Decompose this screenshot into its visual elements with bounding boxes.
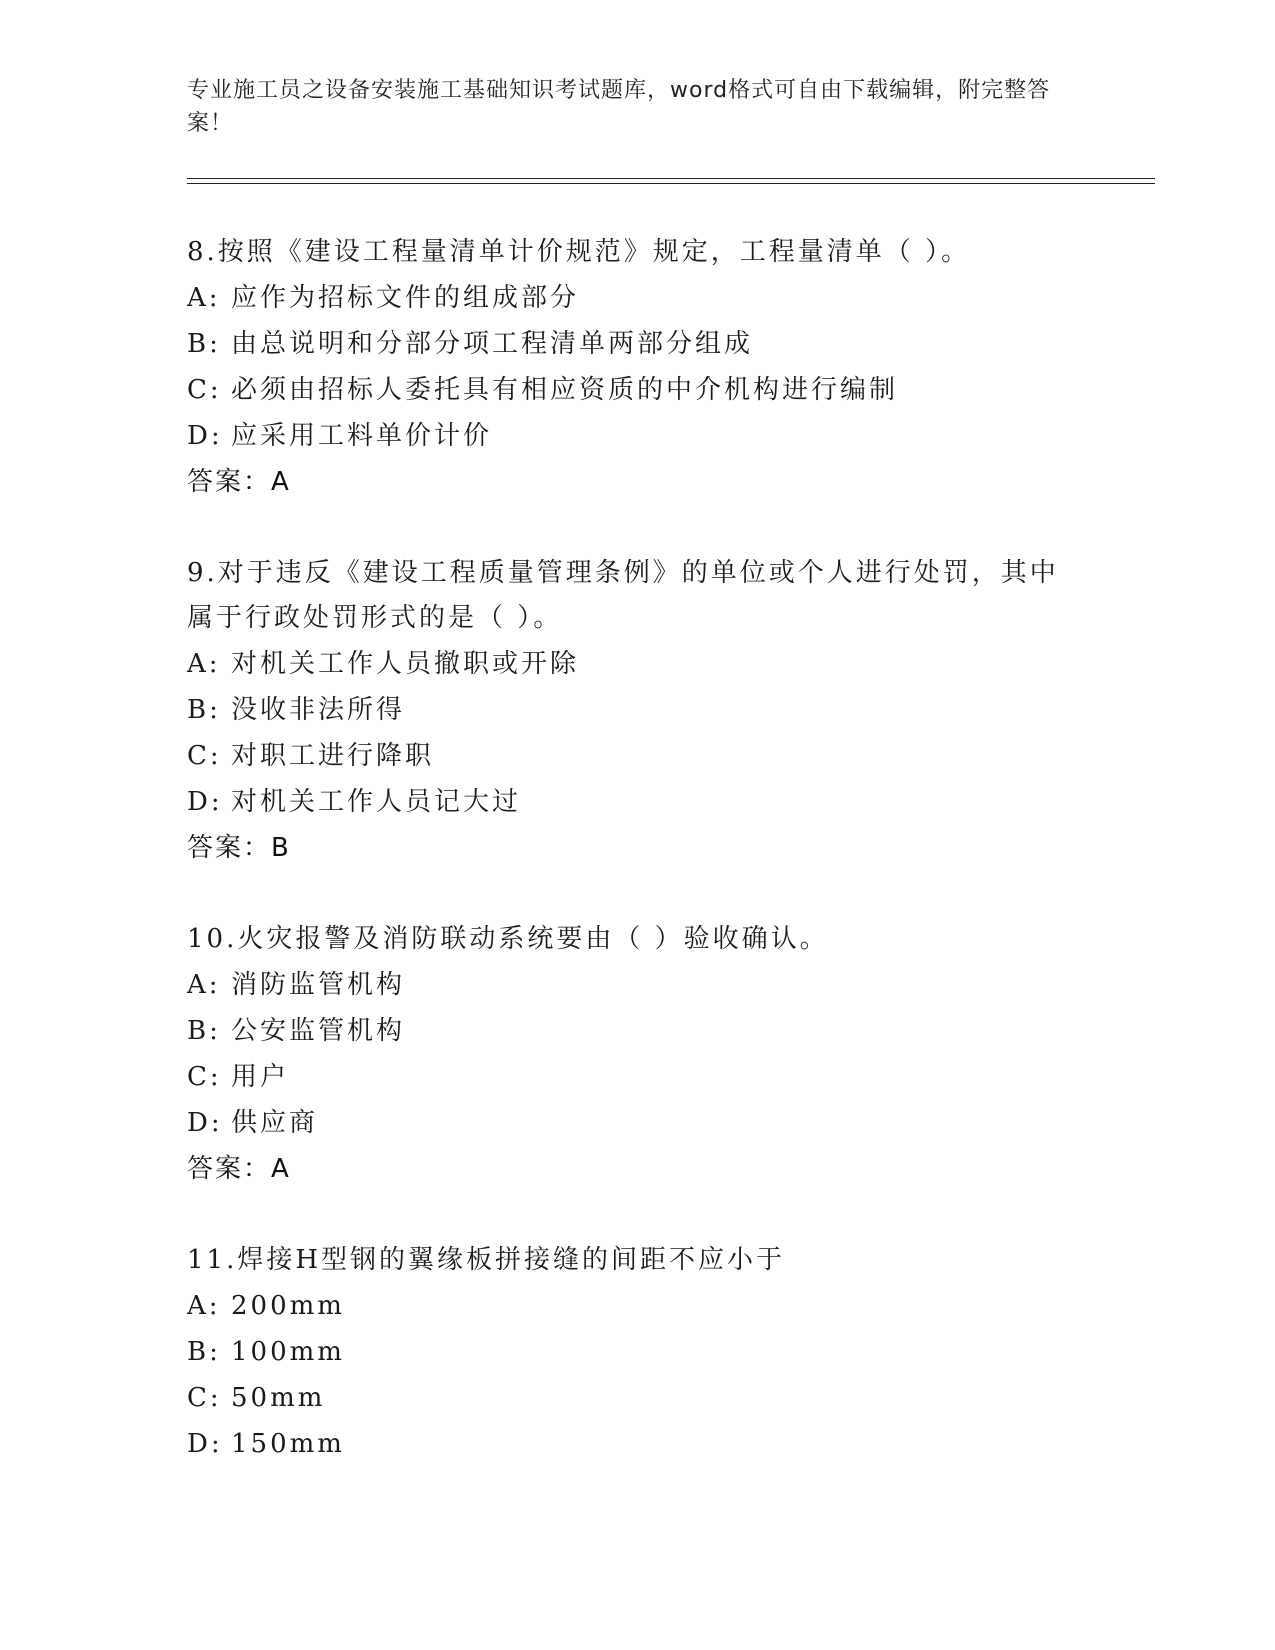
question-stem: 10.火灾报警及消防联动系统要由（ ）验收确认。 [187,924,829,954]
option-letter: C: [187,1383,222,1413]
option-d [187,1100,1087,1146]
option-c [187,367,1087,413]
header-divider-top [187,178,1155,179]
option-b [187,321,1087,367]
option-text: 应采用工料单价计价 [231,421,493,451]
option-letter: B: [187,695,221,725]
option-text: 用户 [231,1062,290,1092]
option-letter: B: [187,1016,221,1046]
option-letter: D: [187,787,223,817]
option-text: 应作为招标文件的组成部分 [231,283,580,313]
option-text: 必须由招标人委托具有相应资质的中介机构进行编制 [231,375,899,405]
option-b [187,687,1087,733]
option-letter: C: [187,1062,222,1092]
option-text: 150mm [231,1429,345,1459]
option-letter: A: [187,970,221,1000]
answer-line: 答案：A [187,1154,291,1184]
option-letter: A: [187,1291,221,1321]
question-stem: 9.对于违反《建设工程质量管理条例》的单位或个人进行处罚，其中属于行政处罚形式的是（ ）。 [187,558,1059,633]
option-d [187,413,1087,459]
option-a [187,641,1087,687]
option-text: 供应商 [231,1108,319,1138]
option-a [187,1283,1087,1329]
option-letter: C: [187,741,222,771]
question-11 [187,1238,1087,1467]
answer-line: 答案：B [187,833,291,863]
question-10 [187,917,1087,1192]
answer-line: 答案：A [187,467,291,497]
option-text: 对机关工作人员记大过 [231,787,522,817]
question-8 [187,230,1087,505]
option-text: 100mm [231,1337,345,1367]
header-divider-bottom [187,183,1155,184]
question-stem: 8.按照《建设工程量清单计价规范》规定，工程量清单（ ）。 [187,237,971,267]
option-text: 对机关工作人员撤职或开除 [231,649,580,679]
option-d [187,779,1087,825]
option-text: 由总说明和分部分项工程清单两部分组成 [231,329,754,359]
option-letter: B: [187,329,221,359]
option-text: 50mm [231,1383,326,1413]
option-d [187,1421,1087,1467]
option-a [187,275,1087,321]
option-letter: C: [187,375,222,405]
option-text: 对职工进行降职 [231,741,435,771]
option-letter: D: [187,1108,223,1138]
option-c [187,733,1087,779]
option-letter: D: [187,421,223,451]
question-stem: 11.焊接H型钢的翼缘板拼接缝的间距不应小于 [187,1245,786,1275]
option-text: 200mm [231,1291,345,1321]
option-text: 没收非法所得 [231,695,406,725]
option-b [187,1008,1087,1054]
option-c [187,1054,1087,1100]
option-letter: A: [187,283,221,313]
question-list [187,230,1087,1513]
question-9 [187,551,1087,871]
option-b [187,1329,1087,1375]
document-header: 专业施工员之设备安装施工基础知识考试题库，word格式可自由下载编辑，附完整答案！ [187,78,1051,136]
option-letter: B: [187,1337,221,1367]
option-text: 公安监管机构 [231,1016,406,1046]
option-letter: A: [187,649,221,679]
option-a [187,962,1087,1008]
option-text: 消防监管机构 [231,970,406,1000]
option-c [187,1375,1087,1421]
option-letter: D: [187,1429,223,1459]
